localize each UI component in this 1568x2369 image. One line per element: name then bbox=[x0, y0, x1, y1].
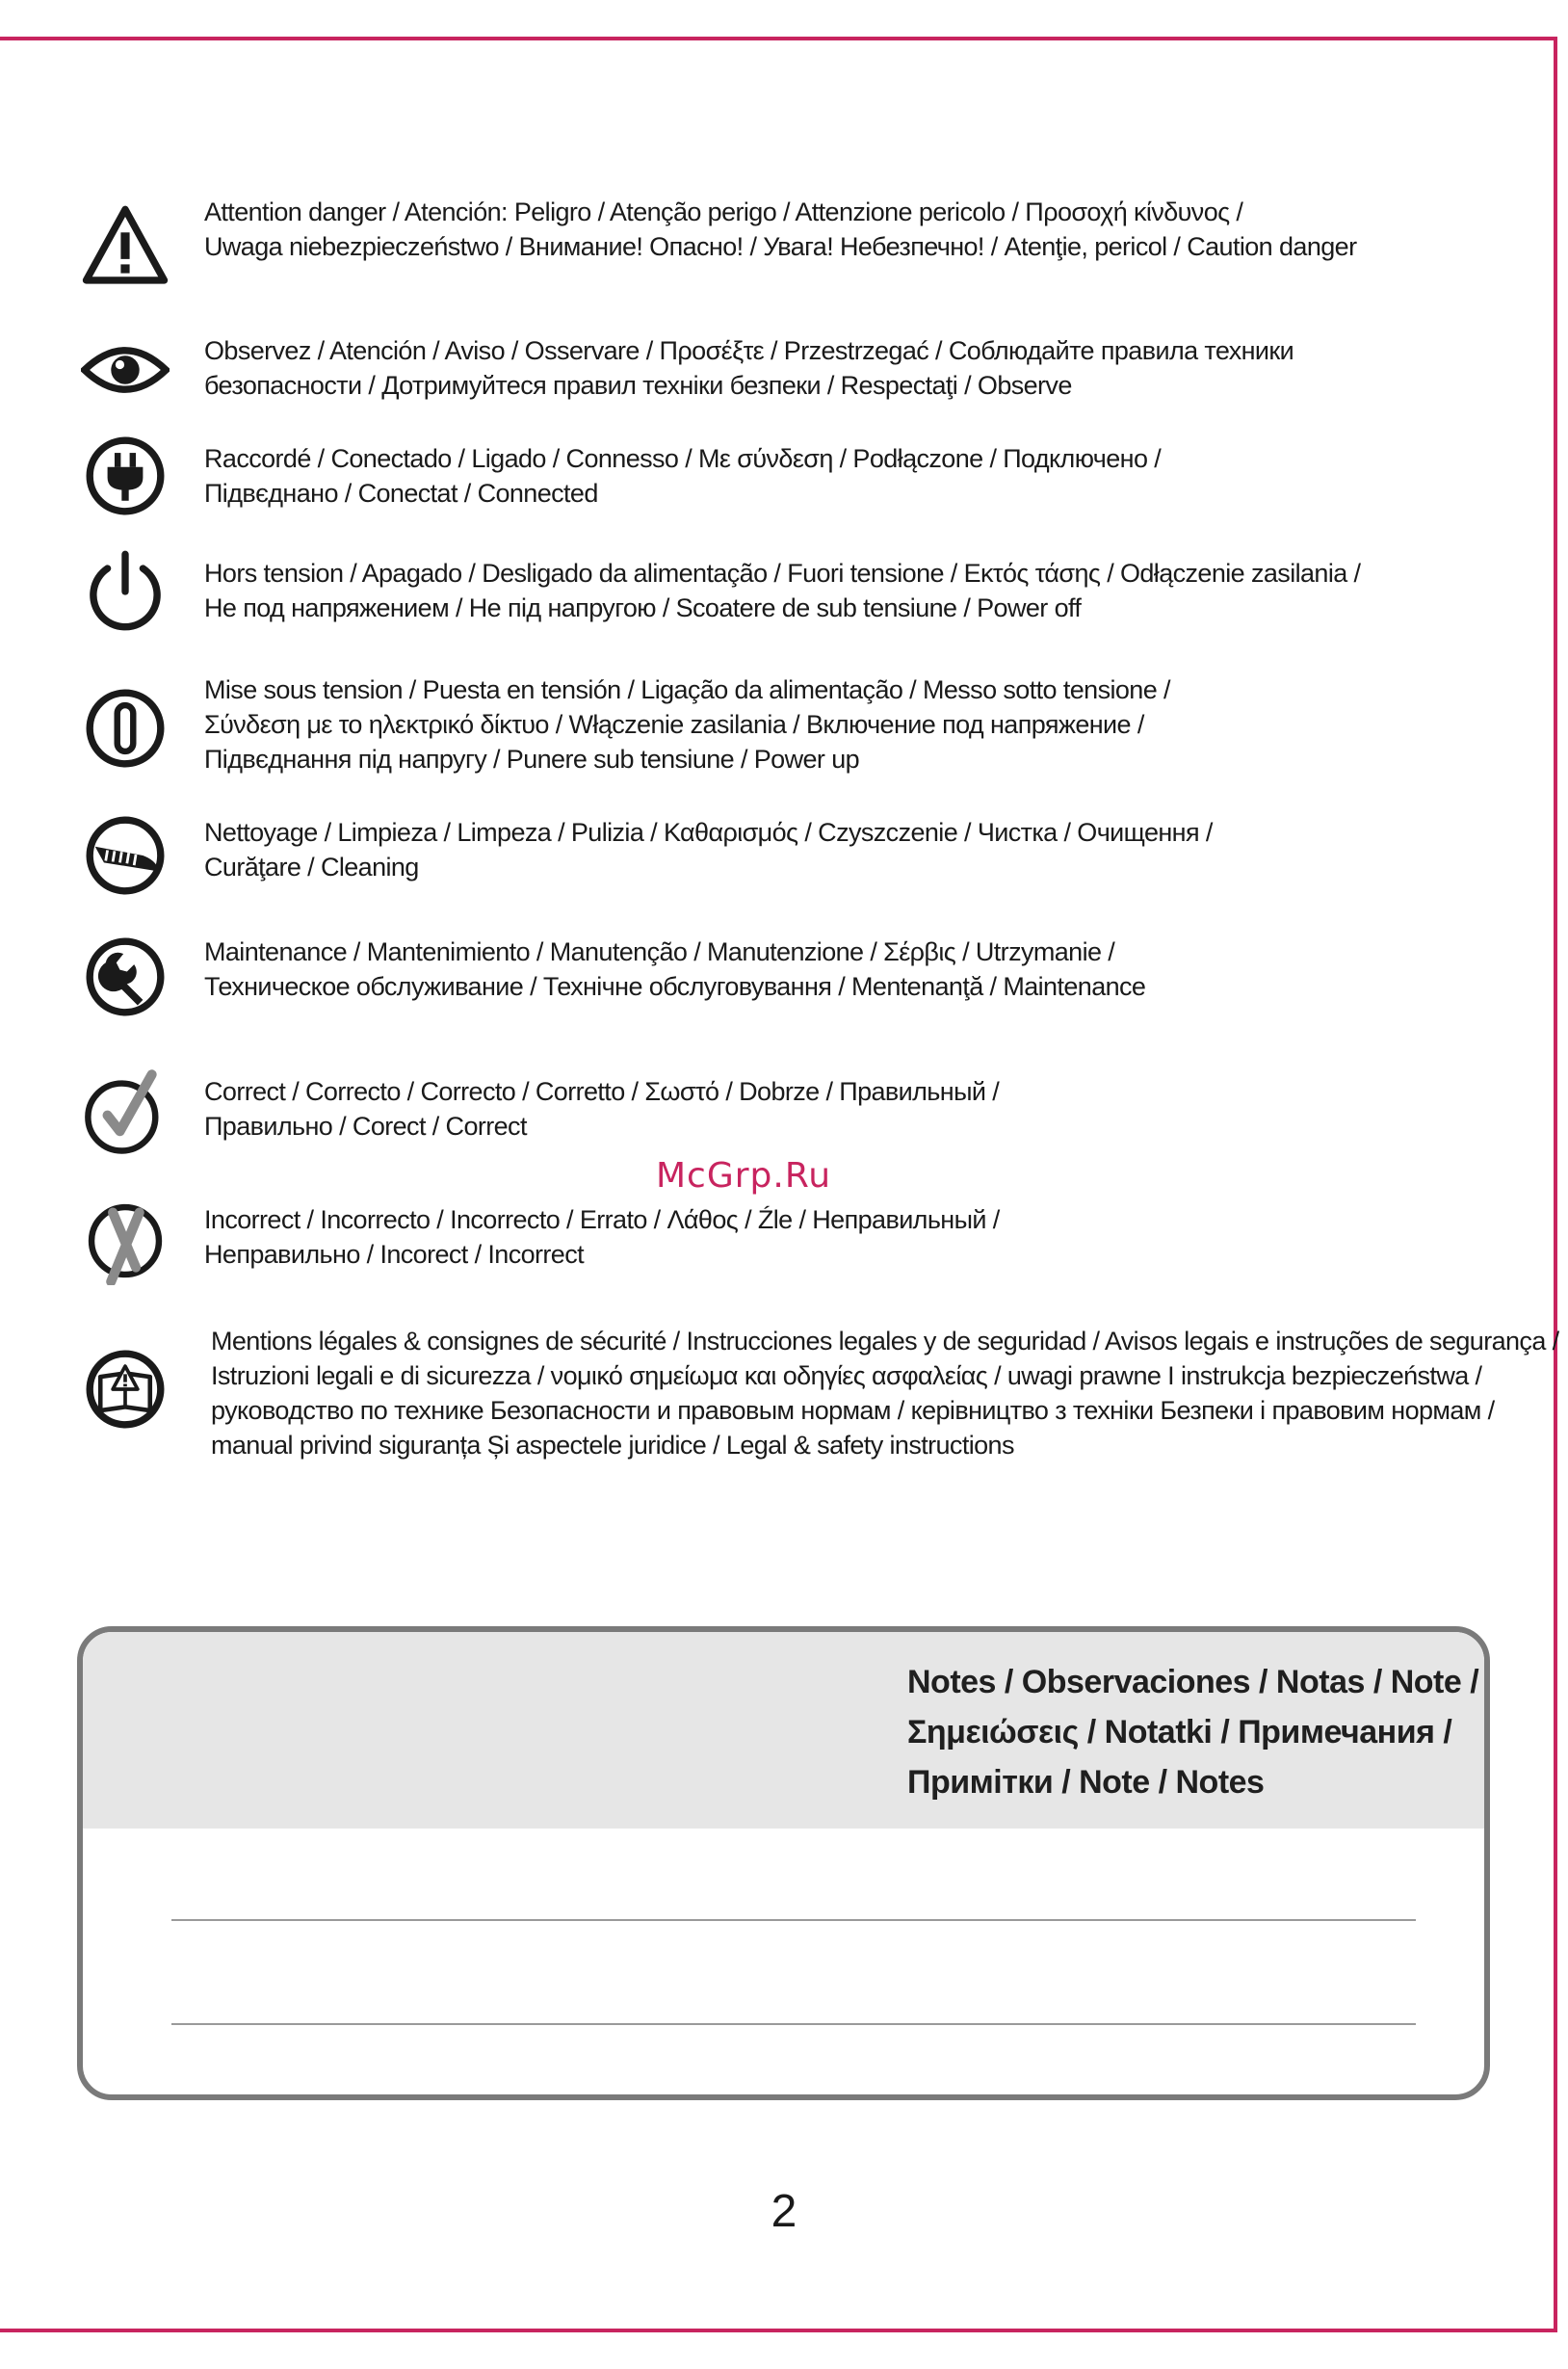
plug-icon bbox=[79, 430, 171, 522]
cleaning-brush-icon bbox=[79, 809, 171, 902]
note-line bbox=[171, 1919, 1416, 1921]
legend-text: Raccordé / Conectado / Ligado / Connesso / Με σύνδεση / Podłączone / Подключено / Підвєднано / Conectat / Connected bbox=[204, 444, 1162, 508]
eye-icon bbox=[79, 324, 171, 416]
page-number: 2 bbox=[771, 2186, 797, 2237]
note-line bbox=[171, 2023, 1416, 2025]
legend-text: Observez / Atención / Aviso / Osservare / Προσέξτε / Przestrzegać / Соблюдайте правила техники безопасности / Дотримуйтеся правил техніки безпеки / Respectaţi / Observe bbox=[204, 336, 1294, 400]
legend-text: Mise sous tension / Puesta en tensión / Ligação da alimentação / Messo sotto tensione / Σύνδεση με το ηλεκτρικό δίκτυο / Włączenie zasilania / Включение под напряжение / Підвєднання під напругу / Punere sub tensiune / Power up bbox=[204, 675, 1170, 774]
legend-text: Mentions légales & consignes de sécurité / Instrucciones legales y de seguridad / Avisos legais e instruções de segurança / Istruzioni legali e di sicurezza / νομικό σημείωμα και οδηγίες ασφαλείας / uwagi prawne I instrukcja bezpieczeństwa / руководство по технике Безопасности и правовым нормам / керівництво з техніки Безпеки і правовим нормам / manual privind siguranța Și aspectele juridice / Legal & safety instructions bbox=[211, 1327, 1559, 1460]
notes-title: Notes / Observaciones / Notas / Note / Σημειώσεις / Notatki / Примечания / Примітки / Note / Notes bbox=[907, 1664, 1479, 1801]
legend-text: Hors tension / Apagado / Desligado da alimentação / Fuori tensione / Εκτός τάσης / Odłączenie zasilania / Не под напряжением / Не під напругою / Scoatere de sub tensiune / Power off bbox=[204, 559, 1361, 622]
check-icon bbox=[79, 1066, 171, 1158]
safety-book-icon bbox=[79, 1343, 171, 1435]
power-off-icon bbox=[79, 545, 171, 638]
cross-icon bbox=[79, 1195, 171, 1287]
watermark: McGrp.Ru bbox=[656, 1156, 832, 1196]
legend-text: Correct / Correcto / Correcto / Corretto / Σωστό / Dobrze / Правильный / Правильно / Corect / Correct bbox=[204, 1077, 1000, 1141]
legend-text: Maintenance / Mantenimiento / Manutenção / Manutenzione / Σέρβις / Utrzymanie / Техническое обслуживание / Технічне обслуговування / Mentenanţă / Maintenance bbox=[204, 937, 1146, 1001]
notes-box bbox=[77, 1626, 1490, 2100]
legend-text: Nettoyage / Limpieza / Limpeza / Pulizia / Καθαρισμός / Czyszczenie / Чистка / Очищення / Curăţare / Cleaning bbox=[204, 818, 1213, 882]
warning-triangle-icon bbox=[79, 200, 171, 293]
legend-text: Attention danger / Atención: Peligro / Atenção perigo / Attenzione pericolo / Προσοχή κίνδυνος / Uwaga niebezpieczeństwo / Внимание! Опасно! / Увага! Небезпечно! / Atenţie, pericol / Caution danger bbox=[204, 197, 1357, 261]
power-up-icon bbox=[79, 682, 171, 775]
wrench-icon bbox=[79, 931, 171, 1023]
legend-text: Incorrect / Incorrecto / Incorrecto / Errato / Λάθος / Źle / Неправильный / Неправильно / Incorect / Incorrect bbox=[204, 1205, 1000, 1269]
